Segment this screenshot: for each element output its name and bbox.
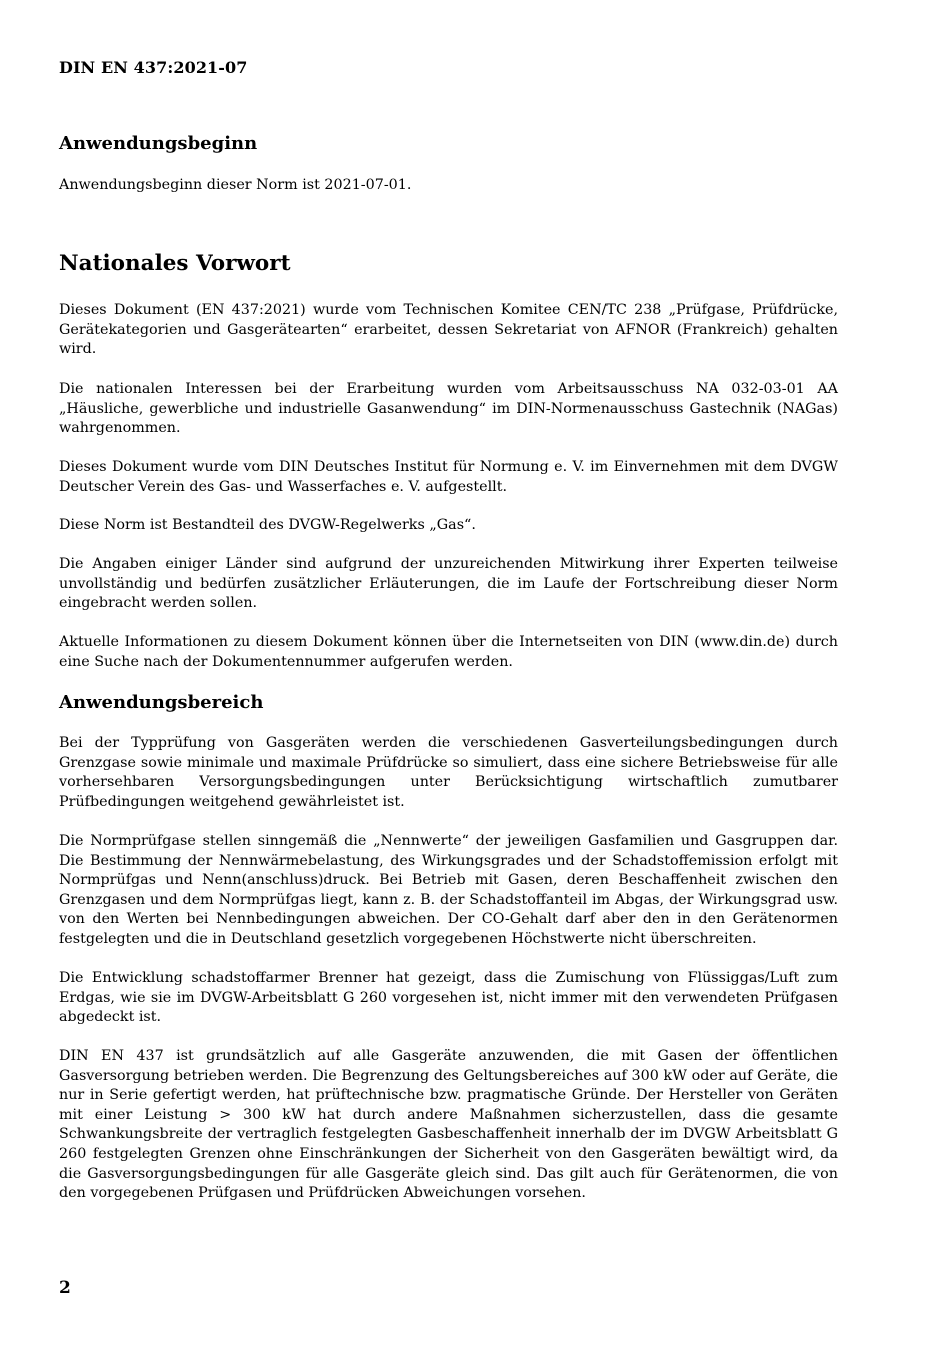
foreword-paragraph-6: Aktuelle Informationen zu diesem Dokument können über die Internetseiten von DIN (www.din.de) durch eine Suche nach der Dokumentennummer aufgerufen werden. [59,634,838,670]
foreword-paragraph-2: Die nationalen Interessen bei der Erarbeitung wurden vom Arbeitsausschuss NA 032-03-01 AA „Häusliche, gewerbliche und industrielle Gasanwendung“ im DIN-Normenausschuss Gastechnik (NAGas) wahrgenommen. [59,381,838,437]
heading-nationales-vorwort: Nationales Vorwort [59,251,291,276]
page-number: 2 [59,1278,71,1298]
scope-paragraph-2: Die Normprüfgase stellen sinngemäß die „Nennwerte“ der jeweiligen Gasfamilien und Gasgruppen dar. Die Bestimmung der Nennwärmebelastung, des Wirkungsgrades und der Schadstoffemission erfolgt mit Normprüfgas und Nenn(anschluss)druck. Bei Betrieb mit Gasen, deren Beschaffenheit zwischen den Grenzgasen und dem Normprüfgas liegt, kann z. B. der Schadstoffanteil im Abgas, der Wirkungsgrad usw. von den Werten bei Nennbedingungen abweichen. Der CO-Gehalt darf aber den in den Gerätenormen festgelegten und die in Deutschland gesetzlich vorgegebenen Höchstwerte nicht überschreiten. [59,833,838,947]
foreword-paragraph-4: Diese Norm ist Bestandteil des DVGW-Regelwerks „Gas“. [59,517,476,533]
foreword-paragraph-3: Dieses Dokument wurde vom DIN Deutsches Institut für Normung e. V. im Einvernehmen mit dem DVGW Deutscher Verein des Gas- und Wasserfaches e. V. aufgestellt. [59,459,838,495]
scope-paragraph-4: DIN EN 437 ist grundsätzlich auf alle Gasgeräte anzuwenden, die mit Gasen der öffentlichen Gasversorgung betrieben werden. Die Begrenzung des Geltungsbereiches auf 300 kW oder auf Geräte, die nur in Serie gefertigt werden, hat prüftechnische bzw. pragmatische Gründe. Der Hersteller von Geräten mit einer Leistung > 300 kW hat durch andere Maßnahmen sicherzustellen, dass die gesamte Schwankungsbreite der vertraglich festgelegten Gasbeschaffenheit innerhalb der im DVGW Arbeitsblatt G 260 festgelegten Grenzen ohne Einschränkungen der Sicherheit von den Gasgeräten bewältigt wird, da die Gasversorgungsbedingungen für alle Gasgeräte gleich sind. Das gilt auch für Gerätenormen, die von den vorgegebenen Prüfgasen und Prüfdrücken Abweichungen vorsehen. [59,1048,838,1202]
foreword-paragraph-5: Die Angaben einiger Länder sind aufgrund der unzureichenden Mitwirkung ihrer Experten teilweise unvollständig und bedürfen zusätzlicher Erläuterungen, die im Laufe der Fortschreibung dieser Norm eingebracht werden sollen. [59,556,838,612]
document-id-header: DIN EN 437:2021-07 [59,58,248,77]
scope-paragraph-3: Die Entwicklung schadstoffarmer Brenner hat gezeigt, dass die Zumischung von Flüssiggas/Luft zum Erdgas, wie sie im DVGW-Arbeitsblatt G 260 vorgesehen ist, nicht immer mit den verwendeten Prüfgasen abgedeckt ist. [59,970,838,1026]
foreword-paragraph-1: Dieses Dokument (EN 437:2021) wurde vom Technischen Komitee CEN/TC 238 „Prüfgase, Prüfdrücke, Gerätekategorien und Gasgerätearten“ erarbeitet, dessen Sekretariat von AFNOR (Frankreich) gehalten wird. [59,302,838,358]
heading-anwendungsbereich: Anwendungsbereich [59,692,264,713]
anwendungsbeginn-text: Anwendungsbeginn dieser Norm ist 2021-07-01. [59,177,412,193]
heading-anwendungsbeginn: Anwendungsbeginn [59,133,258,154]
scope-paragraph-1: Bei der Typprüfung von Gasgeräten werden die verschiedenen Gasverteilungsbedingungen durch Grenzgase sowie minimale und maximale Prüfdrücke so simuliert, dass eine sichere Betriebsweise für alle vorhersehbaren Versorgungsbedingungen unter Berücksichtigung wirtschaftlich zumutbarer Prüfbedingungen weitgehend gewährleistet ist. [59,735,838,810]
